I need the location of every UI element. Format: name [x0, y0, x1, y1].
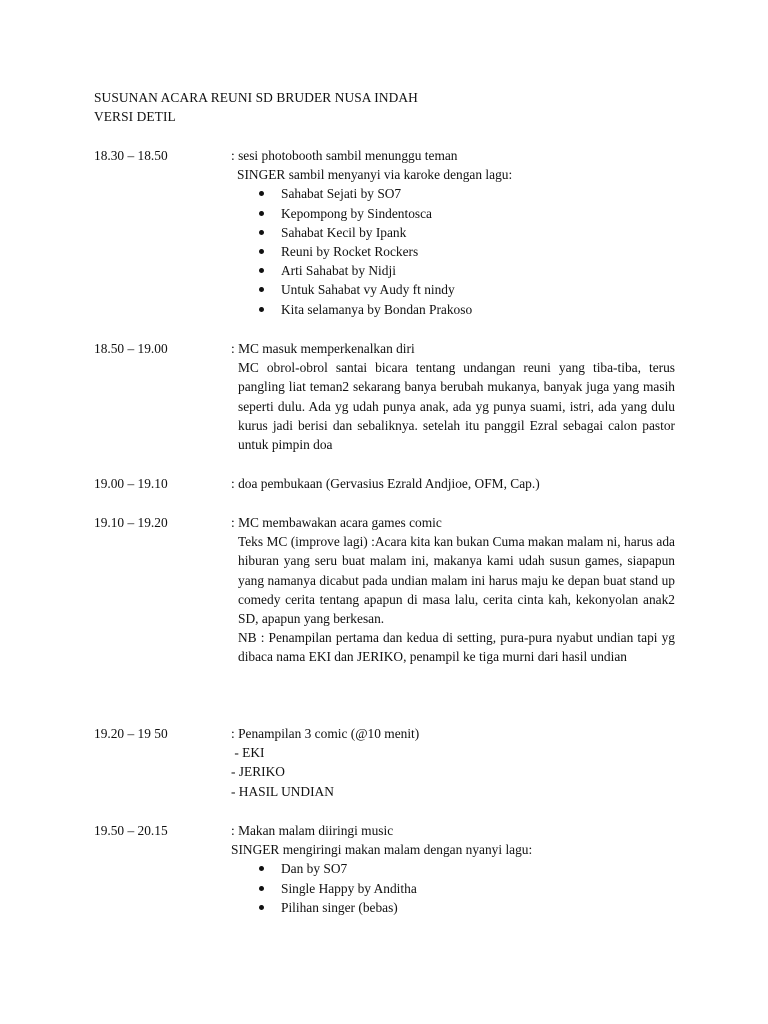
- schedule-content: [231, 724, 675, 801]
- schedule-activity: : MC masuk memperkenalkan diri: [231, 341, 415, 356]
- song-item: Pilihan singer (bebas): [231, 898, 675, 917]
- schedule-activity: : sesi photobooth sambil menunggu teman: [231, 148, 458, 163]
- schedule-time: 18.30 – 18.50: [94, 148, 168, 163]
- schedule-note: SINGER mengiringi makan malam dengan nyanyi lagu:: [231, 842, 533, 858]
- mc-script-paragraph: Teks MC (improve lagi) :Acara kita kan bukan Cuma makan malam ni, harus ada hiburan yang seru buat malam ini, makanya kami udah susun games, siapapun yang namanya dicabut pada undian malam ini harus maju ke depan buat stand up comedy cerita tentang apapun di masa lalu, cerita cinta kah, kekonyolan anak2 SD, apapun yang berkesan.: [238, 534, 675, 627]
- bullet-icon: [259, 905, 264, 910]
- song-item: Single Happy by Anditha: [231, 879, 675, 898]
- bullet-icon: [259, 287, 264, 292]
- song-list: [231, 184, 675, 318]
- schedule-content: [231, 339, 675, 454]
- bullet-icon: [259, 211, 264, 216]
- schedule-time: 19.20 – 19 50: [94, 726, 168, 741]
- schedule-time: 19.50 – 20.15: [94, 823, 168, 838]
- song-item: Kita selamanya by Bondan Prakoso: [231, 300, 675, 319]
- schedule-time: 19.00 – 19.10: [94, 476, 168, 491]
- document-title: SUSUNAN ACARA REUNI SD BRUDER NUSA INDAH: [94, 90, 418, 105]
- document-subtitle: VERSI DETIL: [94, 109, 176, 124]
- document-header: [94, 88, 418, 126]
- mc-script-paragraph: MC obrol-obrol santai bicara tentang undangan reuni yang tiba-tiba, terus pangling liat teman2 sekarang banya berubah mukanya, banyak juga yang masih seperti dulu. Ada yg udah punya anak, ada yg punya suami, istri, ada yang dulu kurus jadi berisi dan sebaliknya. setelah itu panggil Ezral sebagai calon pastor untuk pimpin doa: [238, 360, 675, 453]
- bullet-icon: [259, 866, 264, 871]
- song-item: Kepompong by Sindentosca: [231, 204, 675, 223]
- schedule-activity: : Makan malam diiringi music: [231, 823, 394, 838]
- performer-item: - EKI: [231, 745, 265, 761]
- song-item: Sahabat Sejati by SO7: [231, 184, 675, 203]
- schedule-content: [231, 146, 675, 319]
- schedule-activity: : MC membawakan acara games comic: [231, 515, 442, 530]
- bullet-icon: [259, 191, 264, 196]
- bullet-icon: [259, 249, 264, 254]
- bullet-icon: [259, 230, 264, 235]
- song-item: Dan by SO7: [231, 859, 675, 878]
- bullet-icon: [259, 268, 264, 273]
- schedule-content: [231, 474, 675, 493]
- song-item: Reuni by Rocket Rockers: [231, 242, 675, 261]
- schedule-time: 19.10 – 19.20: [94, 515, 168, 530]
- song-item: Sahabat Kecil by Ipank: [231, 223, 675, 242]
- note-paragraph: NB : Penampilan pertama dan kedua di setting, pura-pura nyabut undian tapi yg dibaca nama EKI dan JERIKO, penampil ke tiga murni dari hasil undian: [238, 630, 675, 665]
- schedule-note: SINGER sambil menyanyi via karoke dengan lagu:: [237, 167, 513, 183]
- performer-item: - HASIL UNDIAN: [231, 783, 334, 799]
- schedule-activity: : Penampilan 3 comic (@10 menit): [231, 726, 420, 741]
- bullet-icon: [259, 886, 264, 891]
- schedule-activity: : doa pembukaan (Gervasius Ezrald Andjioe, OFM, Cap.): [231, 476, 540, 491]
- song-item: Arti Sahabat by Nidji: [231, 261, 675, 280]
- schedule-content: [231, 821, 675, 917]
- performer-item: - JERIKO: [231, 764, 285, 780]
- song-list: [231, 859, 675, 917]
- song-item: Untuk Sahabat vy Audy ft nindy: [231, 280, 675, 299]
- bullet-icon: [259, 307, 264, 312]
- schedule-content: [231, 513, 675, 667]
- schedule-time: 18.50 – 19.00: [94, 341, 168, 356]
